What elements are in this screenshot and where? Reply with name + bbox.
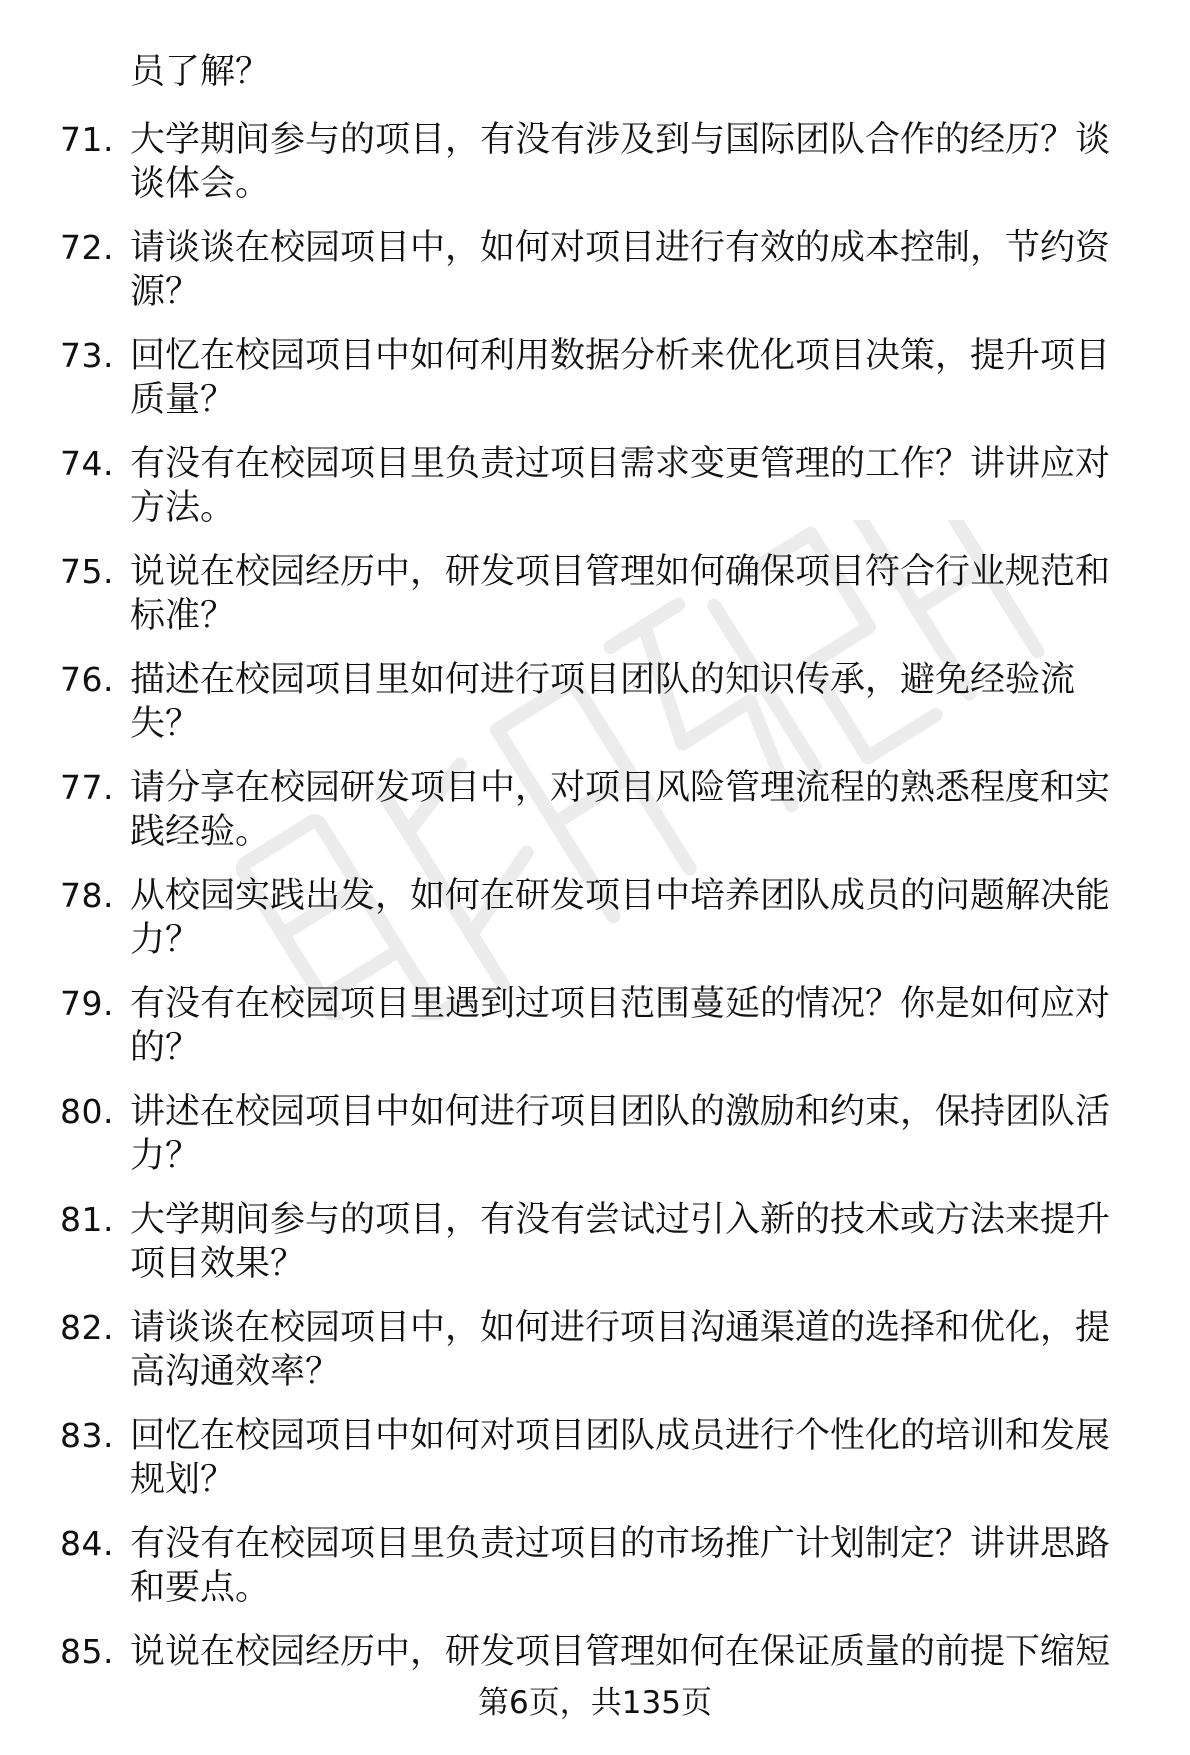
question-item	[0, 658, 1190, 766]
question-item	[0, 226, 1190, 334]
question-number: 85.	[60, 1632, 114, 1671]
question-number: 82.	[60, 1308, 114, 1347]
question-text: 大学期间参与的项目，有没有尝试过引入新的技术或方法来提升 项目效果？	[130, 1200, 1111, 1284]
question-text: 请谈谈在校园项目中，如何进行项目沟通渠道的选择和优化，提 高沟通效率？	[130, 1308, 1111, 1392]
question-item	[0, 766, 1190, 874]
question-item	[0, 550, 1190, 658]
question-number: 77.	[60, 768, 114, 807]
question-text: 讲述在校园项目中如何进行项目团队的激励和约束，保持团队活 力？	[130, 1092, 1111, 1176]
question-text: 回忆在校园项目中如何利用数据分析来优化项目决策，提升项目 质量？	[130, 336, 1111, 420]
question-text: 描述在校园项目里如何进行项目团队的知识传承，避免经验流 失？	[130, 660, 1076, 744]
question-item	[0, 1414, 1190, 1522]
question-text: 有没有在校园项目里遇到过项目范围蔓延的情况？你是如何应对 的？	[130, 984, 1111, 1068]
question-item	[0, 1522, 1190, 1630]
page-footer: 第6页，共135页	[478, 1685, 712, 1721]
question-number: 80.	[60, 1092, 114, 1131]
question-number: 81.	[60, 1200, 114, 1239]
question-text: 有没有在校园项目里负责过项目的市场推广计划制定？讲讲思路 和要点。	[130, 1524, 1111, 1608]
question-text: 大学期间参与的项目，有没有涉及到与国际团队合作的经历？谈 谈体会。	[130, 120, 1111, 204]
question-number: 84.	[60, 1524, 114, 1563]
question-number: 79.	[60, 984, 114, 1023]
question-70-continuation: 员了解？	[130, 52, 271, 92]
question-text: 有没有在校园项目里负责过项目需求变更管理的工作？讲讲应对 方法。	[130, 444, 1111, 528]
question-item	[0, 334, 1190, 442]
question-item	[0, 1090, 1190, 1198]
question-number: 72.	[60, 228, 114, 267]
question-text: 请谈谈在校园项目中，如何对项目进行有效的成本控制，节约资 源？	[130, 228, 1111, 312]
question-text: 说说在校园经历中，研发项目管理如何确保项目符合行业规范和 标准？	[130, 552, 1111, 636]
question-number: 76.	[60, 660, 114, 699]
question-text: 请分享在校园研发项目中，对项目风险管理流程的熟悉程度和实 践经验。	[130, 768, 1111, 852]
question-text: 说说在校园经历中，研发项目管理如何在保证质量的前提下缩短	[130, 1632, 1111, 1672]
question-number: 83.	[60, 1416, 114, 1455]
question-item	[0, 118, 1190, 226]
question-text: 回忆在校园项目中如何对项目团队成员进行个性化的培训和发展 规划？	[130, 1416, 1111, 1500]
question-list	[0, 118, 1190, 1738]
question-number: 74.	[60, 444, 114, 483]
question-item	[0, 874, 1190, 982]
question-item	[0, 442, 1190, 550]
question-item	[0, 1198, 1190, 1306]
question-number: 71.	[60, 120, 114, 159]
question-number: 73.	[60, 336, 114, 375]
question-item	[0, 1306, 1190, 1414]
question-number: 75.	[60, 552, 114, 591]
question-number: 78.	[60, 876, 114, 915]
question-item	[0, 982, 1190, 1090]
question-text: 从校园实践出发，如何在研发项目中培养团队成员的问题解决能 力？	[130, 876, 1111, 960]
